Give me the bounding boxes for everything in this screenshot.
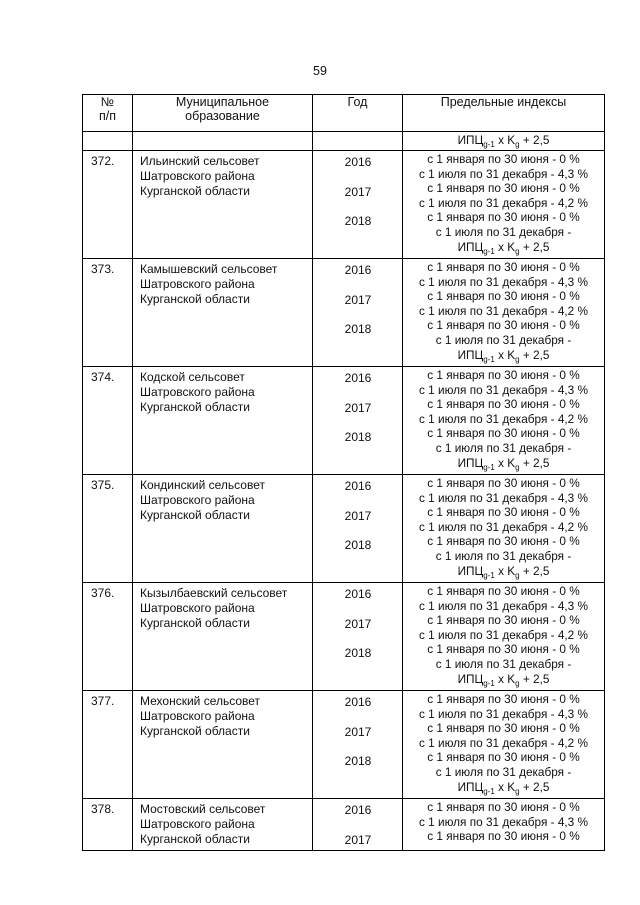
index-line: с 1 января по 30 июня - 0 % [427, 289, 580, 304]
row-number: 378. [83, 799, 133, 851]
municipality-name [133, 367, 313, 475]
municipality-line: Кызылбаевский сельсовет [140, 586, 288, 600]
table-row [83, 583, 605, 691]
table-row [83, 151, 605, 259]
formula: $ИПЦ_{g-1}$ x $K_g + 2,5$ [457, 455, 550, 472]
row-number: 377. [83, 691, 133, 799]
years-cell [313, 259, 403, 367]
index-line: с 1 июля по 31 декабря - 4,2 % [418, 195, 589, 210]
formula: $ИПЦ_{g-1}$ x $K_g + 2,5$ [457, 347, 550, 364]
municipality-line: Курганской области [140, 724, 250, 738]
year-value: 2017 [344, 401, 372, 415]
row-number: 373. [83, 259, 133, 367]
municipality-line: Курганской области [140, 616, 250, 630]
continuation-row [83, 132, 605, 151]
index-line: с 1 января по 30 июня - 0 % [427, 721, 580, 736]
index-cell [403, 583, 605, 691]
header-mun-line2: образование [185, 109, 260, 123]
header-num [83, 95, 133, 132]
year-value: 2016 [344, 155, 372, 169]
continuation-formula [403, 132, 605, 151]
year-value: 2017 [344, 833, 372, 847]
municipality-line: Ильинский сельсовет [140, 154, 260, 168]
municipality-line: Курганской области [140, 400, 250, 414]
index-cell [403, 691, 605, 799]
municipality-name [133, 151, 313, 259]
index-line: с 1 января по 30 июня - 0 % [427, 318, 580, 333]
municipality-line: Мехонский сельсовет [140, 694, 261, 708]
table-row [83, 259, 605, 367]
header-num-line2: п/п [98, 109, 116, 123]
header-num-line1: № [100, 95, 115, 109]
year-value: 2016 [344, 371, 372, 385]
index-line: с 1 января по 30 июня - 0 % [427, 210, 580, 225]
municipality-line: Шатровского района [140, 493, 255, 507]
municipality-line: Курганской области [140, 292, 250, 306]
index-line: с 1 января по 30 июня - 0 % [427, 692, 580, 706]
index-cell [403, 367, 605, 475]
index-line: с 1 июля по 31 декабря - [435, 440, 572, 455]
index-line: с 1 июля по 31 декабря - 4,3 % [418, 598, 589, 613]
table-row [83, 475, 605, 583]
index-line: с 1 января по 30 июня - 0 % [427, 397, 580, 412]
index-line: с 1 июля по 31 декабря - 4,2 % [418, 735, 589, 750]
year-value: 2017 [344, 293, 372, 307]
index-line: с 1 января по 30 июня - 0 % [427, 505, 580, 520]
table-header [83, 95, 605, 132]
index-line: с 1 июля по 31 декабря - [435, 224, 572, 239]
municipality-name [133, 691, 313, 799]
years-cell [313, 475, 403, 583]
municipality-name [133, 475, 313, 583]
year-value: 2016 [344, 587, 372, 601]
row-number: 375. [83, 475, 133, 583]
index-line: с 1 января по 30 июня - 0 % [427, 260, 580, 274]
header-year: Год [313, 95, 403, 132]
index-line: с 1 января по 30 июня - 0 % [427, 476, 580, 490]
table-row [83, 691, 605, 799]
municipality-line: Шатровского района [140, 709, 255, 723]
index-line: с 1 июля по 31 декабря - 4,3 % [418, 382, 589, 397]
header-mun-line1: Муниципальное [175, 95, 270, 109]
header-municipality [133, 95, 313, 132]
index-line: с 1 января по 30 июня - 0 % [427, 534, 580, 549]
indices-table [82, 94, 605, 851]
index-line: с 1 июля по 31 декабря - [435, 332, 572, 347]
municipality-name [133, 799, 313, 851]
municipality-line: Кодской сельсовет [140, 370, 245, 384]
years-cell [313, 799, 403, 851]
municipality-line: Шатровского района [140, 601, 255, 615]
index-line: с 1 июля по 31 декабря - 4,3 % [418, 490, 589, 505]
municipality-line: Шатровского района [140, 169, 255, 183]
year-value: 2018 [344, 322, 372, 336]
index-line: с 1 января по 30 июня - 0 % [427, 800, 580, 814]
year-value: 2017 [344, 185, 372, 199]
table-row [83, 799, 605, 851]
index-line: с 1 января по 30 июня - 0 % [427, 152, 580, 166]
formula: $ИПЦ_{g-1}$ x $K_g + 2,5$ [457, 239, 550, 256]
index-line: с 1 января по 30 июня - 0 % [427, 750, 580, 765]
year-value: 2016 [344, 479, 372, 493]
municipality-line: Курганской области [140, 184, 250, 198]
index-line: с 1 января по 30 июня - 0 % [427, 426, 580, 441]
municipality-line: Кондинский сельсовет [140, 478, 265, 492]
index-cell [403, 799, 605, 851]
index-line: с 1 июля по 31 декабря - 4,3 % [418, 274, 589, 289]
years-cell [313, 583, 403, 691]
municipality-name [133, 583, 313, 691]
year-value: 2016 [344, 803, 372, 817]
index-line: с 1 июля по 31 декабря - 4,3 % [418, 166, 589, 181]
index-line: с 1 июля по 31 декабря - 4,2 % [418, 411, 589, 426]
index-line: с 1 января по 30 июня - 0 % [427, 181, 580, 196]
index-line: с 1 июля по 31 декабря - 4,2 % [418, 303, 589, 318]
years-cell [313, 151, 403, 259]
index-line: с 1 января по 30 июня - 0 % [427, 584, 580, 598]
year-value: 2018 [344, 430, 372, 444]
years-cell [313, 367, 403, 475]
municipality-line: Мостовский сельсовет [140, 802, 266, 816]
year-value: 2017 [344, 725, 372, 739]
index-line: с 1 января по 30 июня - 0 % [427, 829, 580, 844]
index-line: с 1 июля по 31 декабря - [435, 548, 572, 563]
index-line: с 1 января по 30 июня - 0 % [427, 642, 580, 657]
index-cell [403, 151, 605, 259]
row-number: 376. [83, 583, 133, 691]
index-line: с 1 июля по 31 декабря - 4,3 % [418, 706, 589, 721]
year-value: 2018 [344, 538, 372, 552]
index-line: с 1 января по 30 июня - 0 % [427, 613, 580, 628]
year-value: 2017 [344, 509, 372, 523]
years-cell [313, 691, 403, 799]
row-number: 372. [83, 151, 133, 259]
municipality-name [133, 259, 313, 367]
municipality-line: Курганской области [140, 508, 250, 522]
municipality-line: Шатровского района [140, 817, 255, 831]
year-value: 2018 [344, 646, 372, 660]
index-line: с 1 июля по 31 декабря - 4,2 % [418, 519, 589, 534]
year-value: 2018 [344, 754, 372, 768]
index-line: с 1 июля по 31 декабря - 4,3 % [418, 814, 589, 829]
formula: $ИПЦ_{g-1}$ x $K_g + 2,5$ [457, 563, 550, 580]
index-line: с 1 июля по 31 декабря - [435, 764, 572, 779]
index-line: с 1 июля по 31 декабря - 4,2 % [418, 627, 589, 642]
municipality-line: Камышевский сельсовет [140, 262, 278, 276]
index-cell [403, 259, 605, 367]
header-index: Предельные индексы [403, 95, 605, 132]
index-line: с 1 июля по 31 декабря - [435, 656, 572, 671]
year-value: 2016 [344, 695, 372, 709]
page-number: 59 [313, 64, 327, 78]
municipality-line: Шатровского района [140, 277, 255, 291]
year-value: 2016 [344, 263, 372, 277]
index-line: с 1 января по 30 июня - 0 % [427, 368, 580, 382]
year-value: 2018 [344, 214, 372, 228]
row-number: 374. [83, 367, 133, 475]
municipality-line: Шатровского района [140, 385, 255, 399]
municipality-line: Курганской области [140, 832, 250, 846]
formula: $ИПЦ_{g-1}$ x $K_g + 2,5$ [457, 779, 550, 796]
formula: $ИПЦ_{g-1}$ x $K_g + 2,5$ [457, 671, 550, 688]
year-value: 2017 [344, 617, 372, 631]
table-row [83, 367, 605, 475]
formula: $ИПЦ_{g-1}$ x $K_g + 2,5$ [457, 133, 550, 149]
index-cell [403, 475, 605, 583]
